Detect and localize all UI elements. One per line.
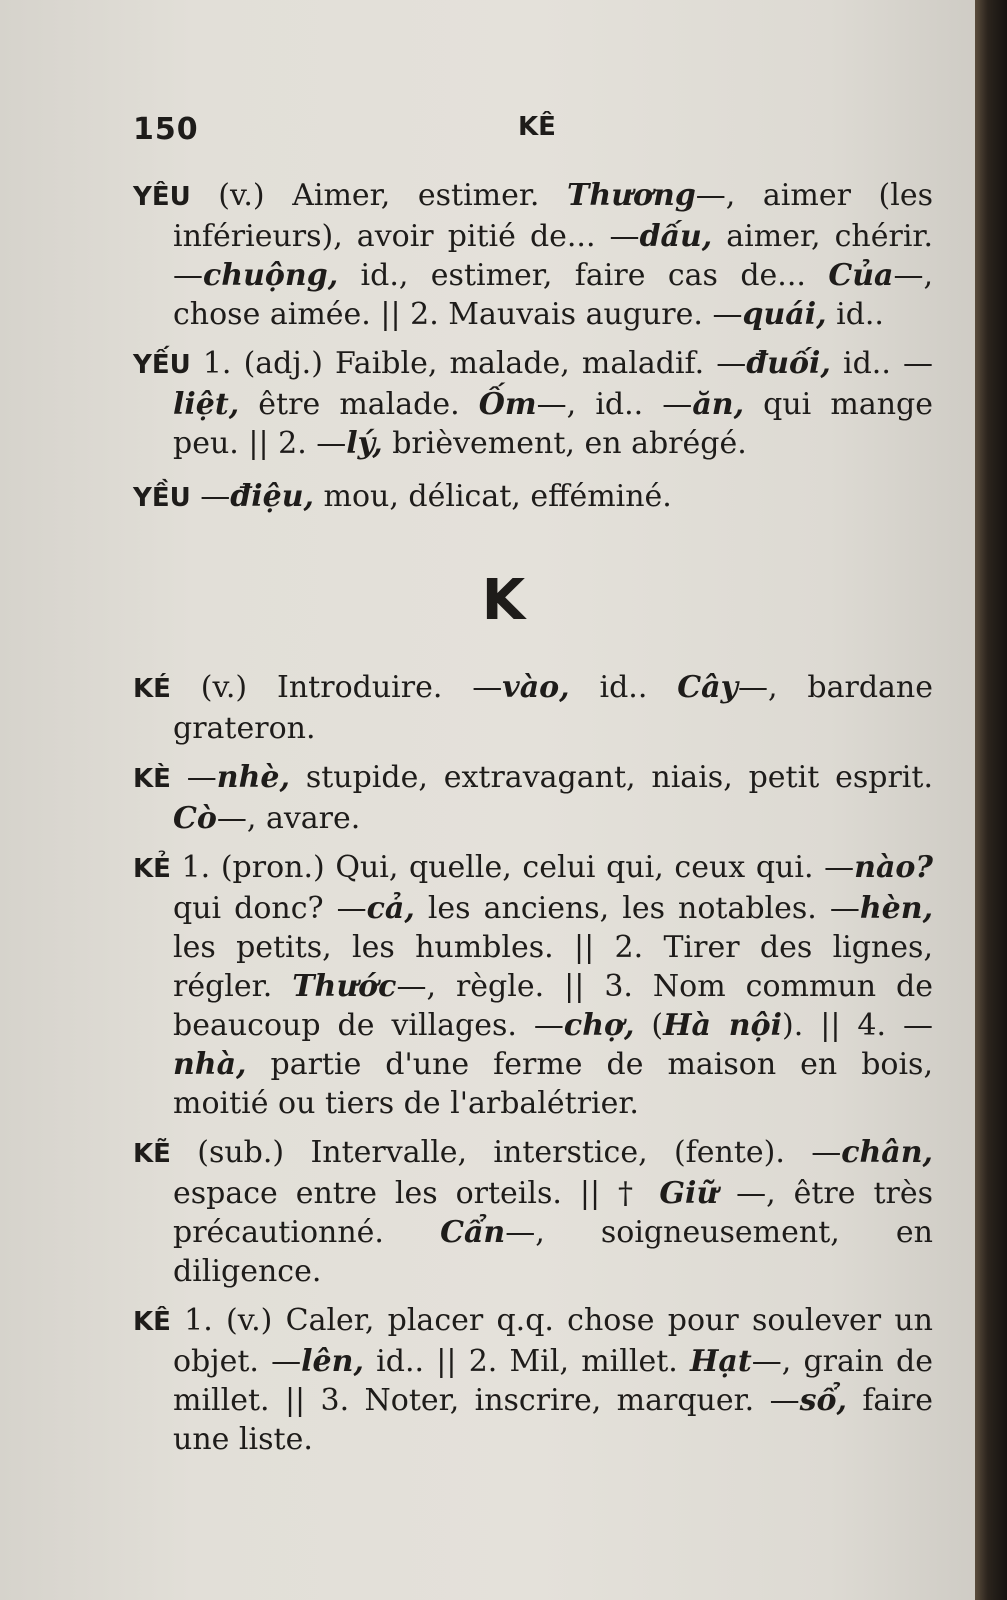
vietnamese-term: quái, [742,297,827,332]
vietnamese-term: điệu, [230,479,314,514]
definition-text: aimer, chérir. — [173,219,933,293]
definition-text: —, id.. — [536,387,693,422]
definition-text: faire une liste. [173,1383,933,1457]
definition-text: qui donc? — [173,891,367,926]
vietnamese-term: lên, [301,1344,364,1379]
vietnamese-term: Thương [567,178,696,213]
vietnamese-term: ăn, [692,387,745,422]
vietnamese-term: lý, [346,426,383,461]
definition-text: qui mange peu. || 2. — [173,387,933,461]
definition-text: espace entre les orteils. || † [173,1176,660,1211]
vietnamese-term: hèn, [859,891,934,926]
definition-text: ). || 4. — [782,1008,933,1043]
definition-text: —, aimer (les inférieurs), avoir pitié de... — [173,178,933,254]
entry-headword: KẼ [133,1139,171,1169]
dictionary-entry [133,344,933,463]
definition-text: (v.) Introduire. — [170,670,503,705]
definition-text: les anciens, les notables. — [414,891,860,926]
vietnamese-term: nào? [854,850,933,885]
definition-text: ( [634,1008,664,1043]
vietnamese-term: Của [828,258,894,293]
vietnamese-term: Cẩn [440,1215,506,1250]
definition-text: —, chose aimée. || 2. Mauvais augure. — [173,258,933,332]
page-header [133,112,933,152]
dictionary-entry [133,1133,933,1291]
entry-headword: YÊU [133,182,191,212]
vietnamese-term: nhà, [173,1047,247,1082]
vietnamese-term: dấu, [639,219,713,254]
running-head: KÊ [518,112,556,142]
dictionary-entry [133,176,933,334]
definition-text: brièvement, en abrégé. [382,426,747,461]
definition-text: 1. (pron.) Qui, quelle, celui qui, ceux qui. — [170,850,855,885]
entry-headword: KÈ [133,764,171,794]
definition-text: stupide, extravagant, niais, petit esprit. [289,760,933,795]
vietnamese-term: Hạt [690,1344,752,1379]
dictionary-entry [133,477,933,518]
vietnamese-term: chuộng, [203,258,339,293]
vietnamese-term: Cò [173,801,217,836]
vietnamese-term: chân, [841,1135,933,1170]
dictionary-entry [133,758,933,838]
vietnamese-term: Ốm [478,387,537,422]
definition-text: id., estimer, faire cas de... [338,258,829,293]
vietnamese-term: liệt, [173,387,240,422]
definition-text: id.. [826,297,884,332]
definition-text: 1. (v.) Caler, placer q.q. chose pour soulever un objet. — [170,1303,933,1379]
definition-text: être malade. [239,387,479,422]
vietnamese-term: sổ, [799,1383,847,1418]
definition-text: id.. — [830,346,933,381]
entry-headword: KẺ [133,854,171,884]
vietnamese-term: Hà nội [663,1008,783,1043]
entry-headword: YẾU [133,350,191,380]
book-binding-edge [975,0,1007,1600]
definition-text: id.. [569,670,678,705]
definition-text: les petits, les humbles. || 2. Tirer des lignes, régler. [173,930,933,1004]
k-entries-section [133,668,933,1459]
entry-headword: YỀU [133,483,191,513]
definition-text: — [190,479,231,514]
definition-text: —, être très précautionné. [173,1176,933,1250]
y-entries-section [133,176,933,518]
dictionary-entry [133,668,933,748]
definition-text: — [170,760,217,795]
vietnamese-term: chợ, [563,1008,635,1043]
dictionary-entry [133,1301,933,1459]
dictionary-entry [133,848,933,1123]
vietnamese-term: nhè, [216,760,290,795]
vietnamese-term: Giữ [659,1176,719,1211]
definition-text: —, bardane grateron. [173,670,934,746]
definition-text: (v.) Aimer, estimer. [190,178,568,213]
definition-text: (sub.) Intervalle, interstice, (fente). — [170,1135,842,1170]
vietnamese-term: vào, [502,670,570,705]
entry-headword: KÊ [133,1307,171,1337]
definition-text: —, grain de millet. || 3. Noter, inscrire, marquer. — [173,1344,933,1418]
vietnamese-term: đuối, [746,346,831,381]
vietnamese-term: Thước [292,969,397,1004]
definition-text: id.. || 2. Mil, millet. [363,1344,691,1379]
vietnamese-term: cả, [366,891,415,926]
definition-text: —, avare. [216,801,361,836]
definition-text: mou, délicat, efféminé. [313,479,672,514]
section-letter-heading: K [481,568,526,633]
page-number: 150 [133,112,199,147]
definition-text: —, règle. || 3. Nom commun de beaucoup de villages. — [173,969,933,1043]
entry-headword: KÉ [133,674,171,704]
definition-text: 1. (adj.) Faible, malade, maladif. — [190,346,747,381]
definition-text: partie d'une ferme de maison en bois, moitié ou tiers de l'arbalétrier. [173,1047,933,1121]
vietnamese-term: Cây [677,670,738,705]
definition-text: —, soigneusement, en diligence. [173,1215,933,1289]
